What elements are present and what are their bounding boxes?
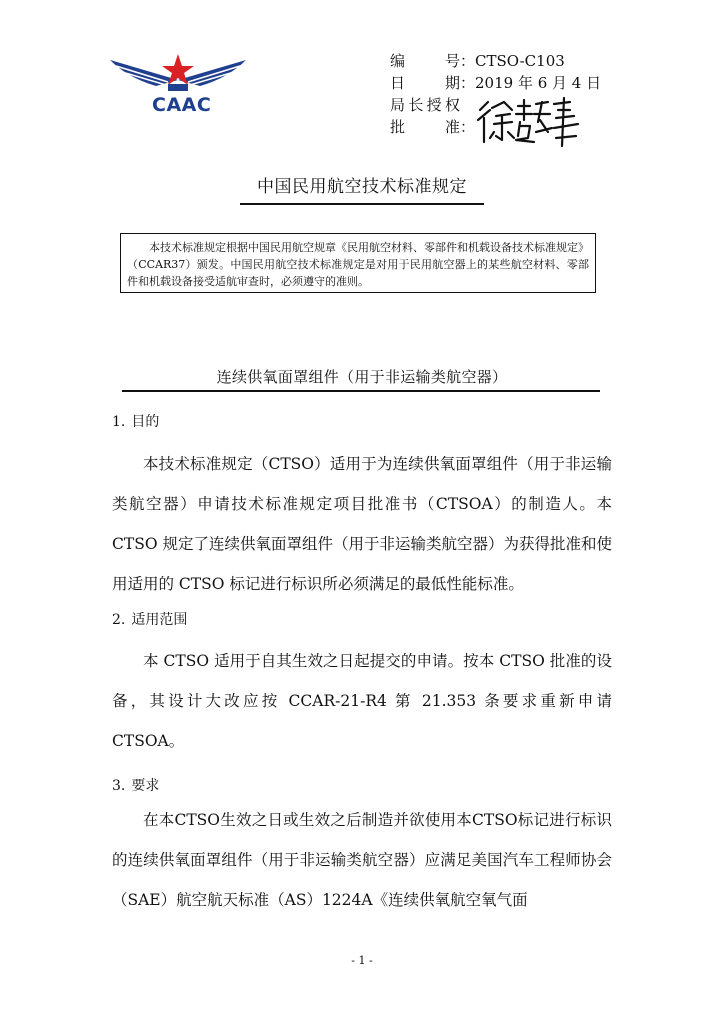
- meta-label: 编 号: [390, 52, 460, 70]
- section-number: 1.: [112, 414, 126, 430]
- signature: [474, 92, 584, 152]
- section-title: 目的: [131, 414, 160, 430]
- title-underline: [240, 203, 484, 205]
- document-subtitle: 连续供氧面罩组件（用于非运输类航空器）: [216, 368, 508, 386]
- page-number: - 1 -: [351, 954, 373, 967]
- meta-label: 日 期: [390, 74, 460, 92]
- meta-value: ：: [460, 118, 476, 136]
- notice-box: 本技术标准规定根据中国民用航空规章《民用航空材料、零部件和机载设备技术标准规定》（CCAR37）颁发。中国民用航空技术标准规定是对用于民用航空器上的某些航空材料、零部件和机载设备接受适航审查时，必须遵守的准则。: [120, 233, 596, 293]
- handwritten-signature-icon: [474, 92, 584, 152]
- section-title: 要求: [131, 778, 160, 794]
- section-number: 3.: [112, 778, 126, 794]
- section-body: 本 CTSO 适用于自其生效之日起提交的申请。按本 CTSO 批准的设备，其设计大改应按 CCAR-21-R4 第 21.353 条要求重新申请 CTSOA。: [112, 652, 612, 750]
- section-heading: [112, 610, 187, 630]
- section-heading: [112, 776, 159, 796]
- section-heading: [112, 412, 159, 432]
- section-body: 本技术标准规定（CTSO）适用于为连续供氧面罩组件（用于非运输类航空器）申请技术标准规定项目批准书（CTSOA）的制造人。本 CTSO 规定了连续供氧面罩组件（用于非运输类航空器）为获得批准和使用适用的 CTSO 标记进行标识所必须满足的最低性能标准。: [112, 455, 612, 593]
- section-title: 适用范围: [131, 612, 188, 628]
- meta-value: ：2019 年 6 月 4 日: [460, 74, 602, 92]
- meta-label: 批 准: [390, 118, 460, 136]
- section-body: 在本CTSO生效之日或生效之后制造并欲使用本CTSO标记进行标识的连续供氧面罩组件（用于非运输类航空器）应满足美国汽车工程师协会（SAE）航空航天标准（AS）1224A《连续供氧航空氧气面: [112, 811, 612, 909]
- meta-row-number: [390, 50, 601, 72]
- caac-logo: [108, 50, 248, 122]
- meta-row-date: [390, 72, 601, 94]
- page-title: 中国民用航空技术标准规定: [257, 177, 467, 197]
- meta-label: 局长授权: [390, 96, 460, 114]
- section-number: 2.: [112, 612, 126, 628]
- logo-text: CAAC: [152, 94, 212, 116]
- subtitle-underline: [122, 390, 600, 392]
- meta-value: ：CTSO-C103: [460, 52, 565, 70]
